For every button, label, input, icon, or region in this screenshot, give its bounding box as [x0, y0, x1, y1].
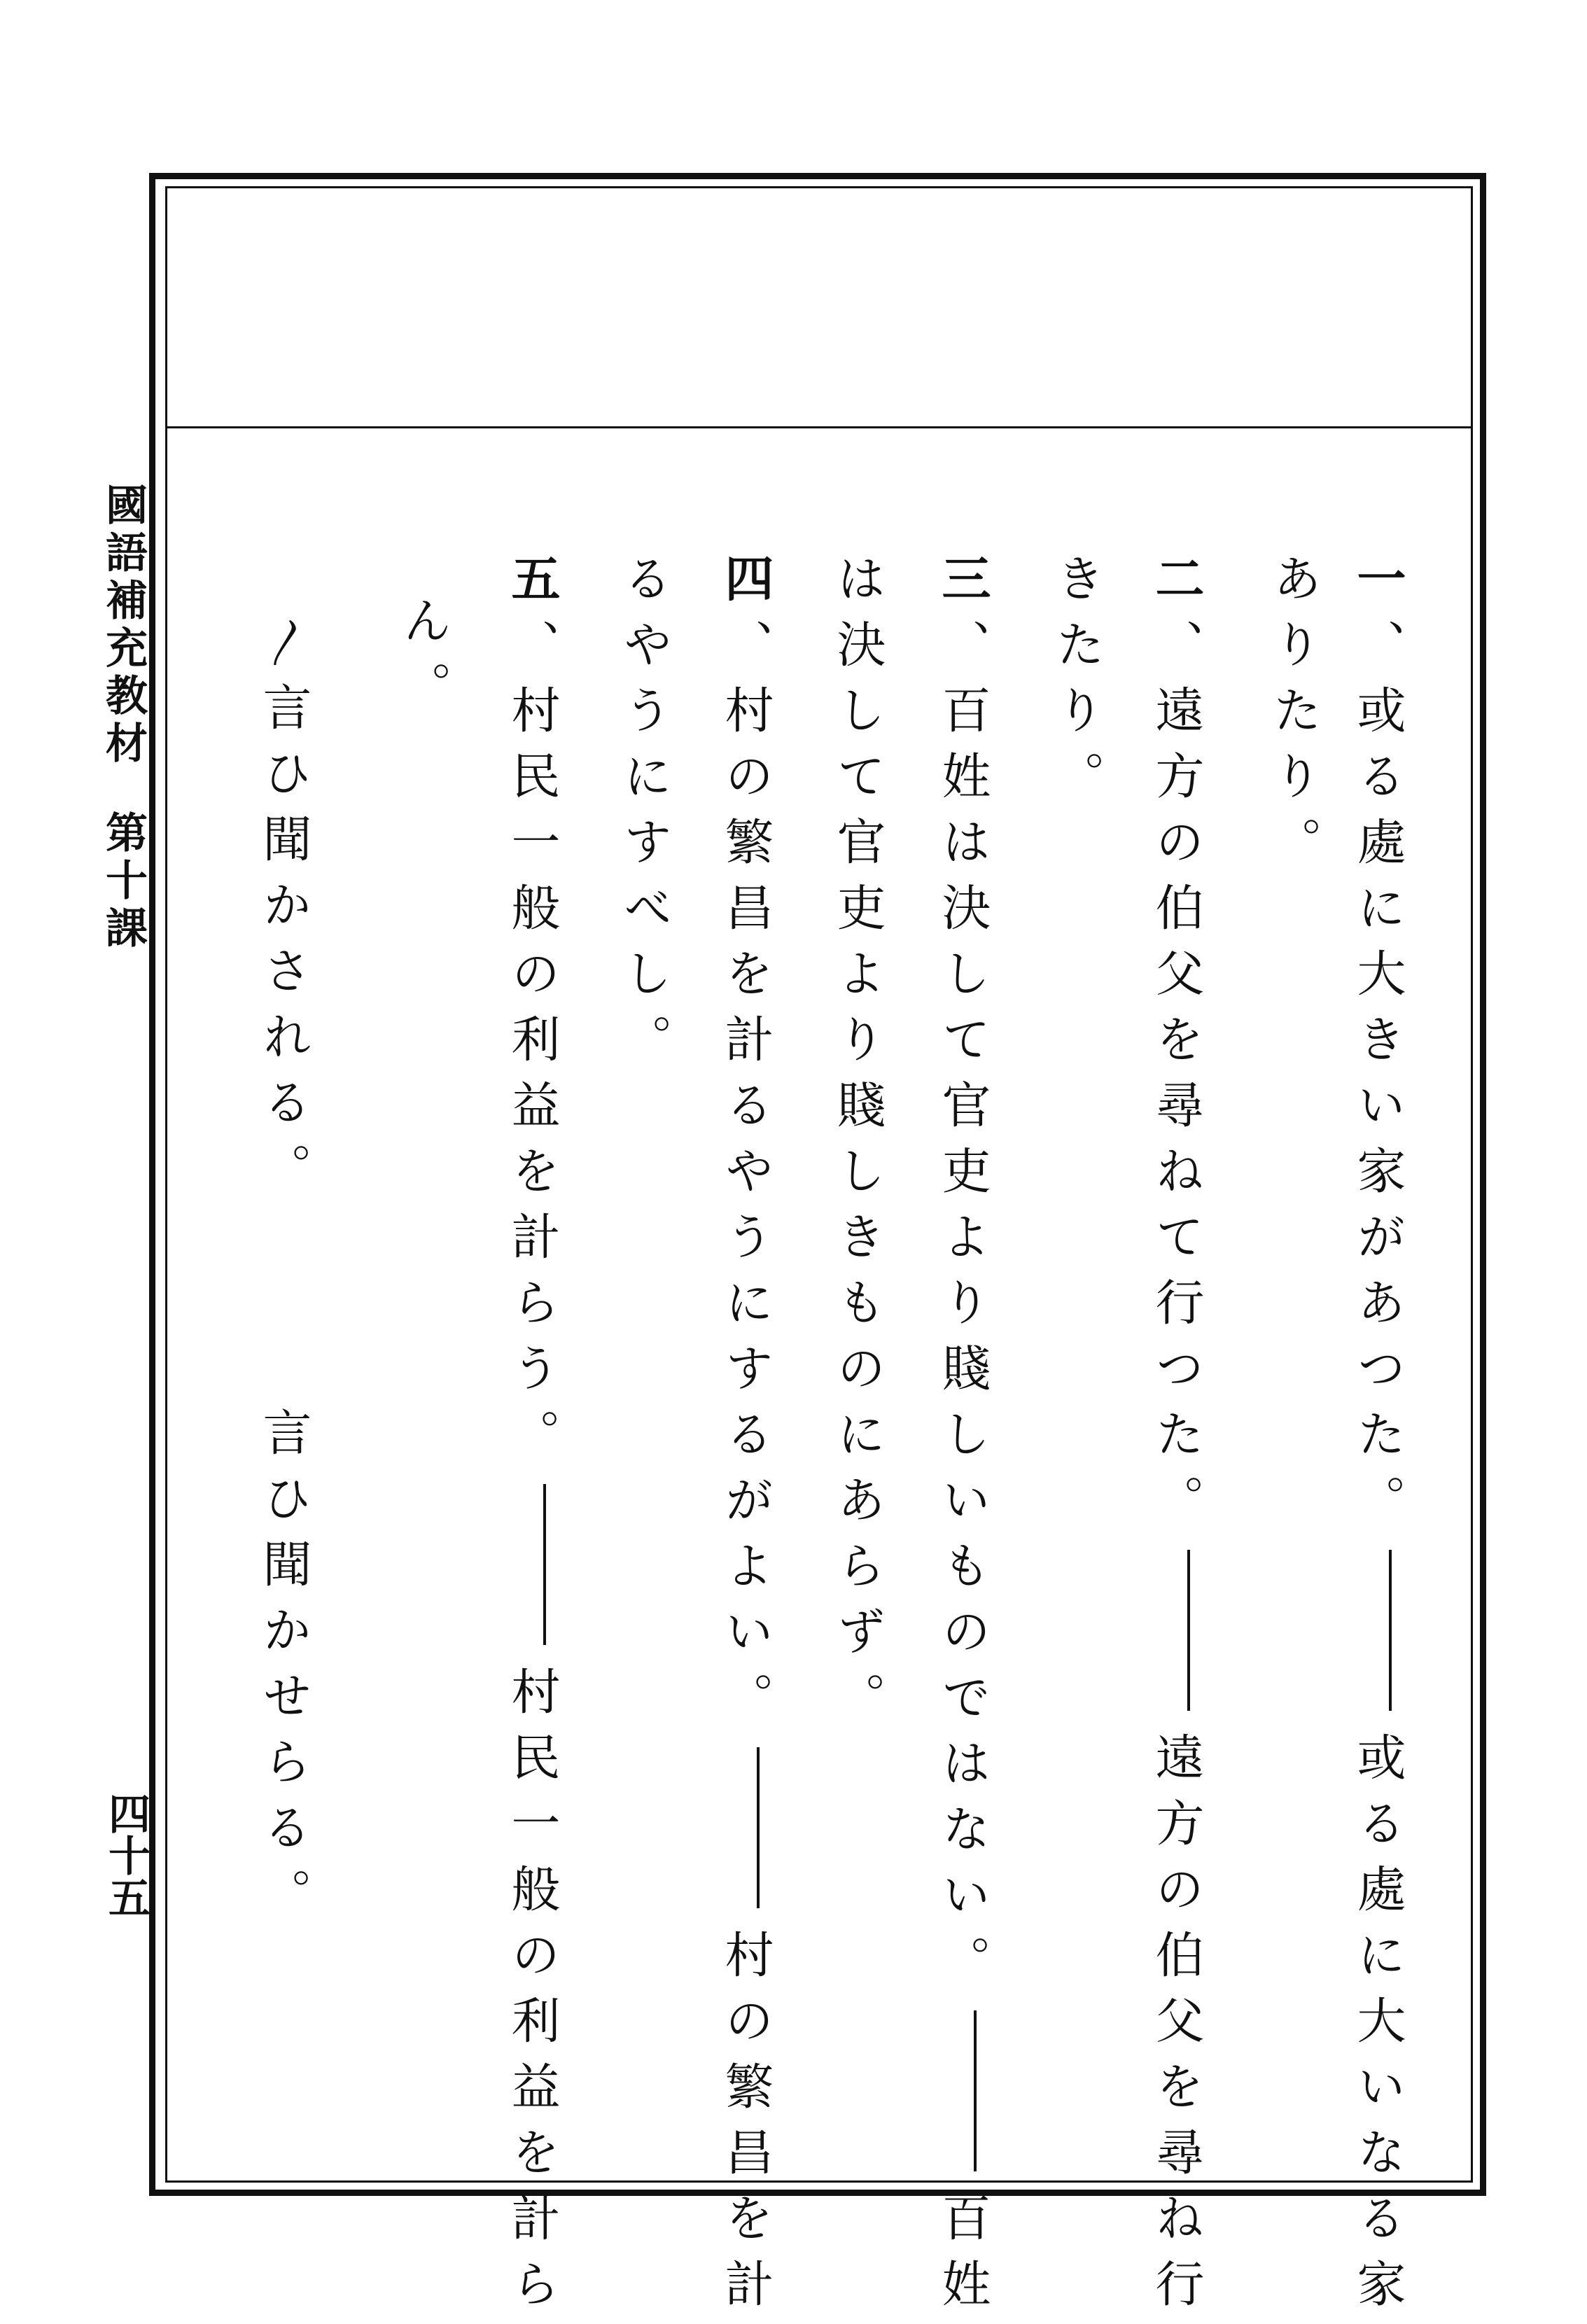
item-2-line-1 [1134, 553, 1218, 2324]
item-text-rewrite: 遠方の伯父を尋ね行 [1147, 1732, 1205, 2324]
item-text-rewrite: 村民一般の利益を計ら [503, 1666, 561, 2324]
item-2-line-2 [1035, 553, 1119, 816]
item-1-line-1 [1336, 553, 1420, 2324]
note-mark: 〳 [255, 616, 312, 682]
item-text: 、遠方の伯父を尋ねて行つた。 [1147, 619, 1205, 1540]
item-3-line-2 [816, 553, 900, 1737]
item-text: 、村の繁昌を計るやうにするがよい。 [717, 619, 774, 1737]
item-text: は決して官吏より賤しきものにあらず。 [829, 553, 886, 1737]
item-number: 二 [1147, 553, 1205, 619]
note-text: 言ひ聞かされる。 [255, 682, 312, 1208]
item-text: 、百姓は決して官吏より賤しいものではない。 [934, 619, 991, 2001]
item-text-rewrite: 百姓 [934, 2192, 991, 2324]
page-number: 四十五 [102, 1792, 151, 1918]
lesson-title: 第十課 [99, 811, 148, 953]
header-band [167, 188, 1471, 426]
item-text: 、村民一般の利益を計らう。 [503, 619, 561, 1474]
item-3-line-1 [921, 553, 1005, 2324]
item-text: るやうにすべし。 [615, 553, 673, 1079]
item-5-line-2 [382, 595, 466, 727]
dash-rule [543, 1484, 546, 1645]
item-number: 三 [934, 553, 991, 619]
item-text-rewrite: 村の繁昌を計 [717, 1929, 774, 2324]
item-number: 四 [717, 553, 774, 619]
item-text: ありたり。 [1265, 553, 1322, 882]
item-4-line-2 [602, 553, 686, 1079]
footer-note-left [242, 616, 326, 1208]
note-text: 言ひ聞かせらる。 [255, 1407, 312, 1933]
item-text: きたり。 [1048, 553, 1105, 816]
book-title: 國語補充教材 [99, 483, 148, 769]
footer-note-right [242, 1407, 326, 1933]
header-rule [165, 426, 1473, 428]
item-1-line-2 [1252, 553, 1336, 882]
item-text: ん。 [395, 595, 452, 727]
item-number: 五 [503, 553, 561, 619]
running-title [90, 483, 157, 953]
item-number: 一 [1349, 553, 1406, 619]
dash-rule [757, 1747, 760, 1908]
item-text-rewrite: 或る處に大いなる家 [1349, 1732, 1406, 2324]
item-4-line-1 [704, 553, 788, 2324]
dash-rule [1389, 1550, 1392, 1711]
dash-rule [974, 2010, 977, 2171]
dash-rule [1187, 1550, 1190, 1711]
item-5-line-1 [490, 553, 574, 2324]
item-text: 、或る處に大きい家があつた。 [1349, 619, 1406, 1540]
